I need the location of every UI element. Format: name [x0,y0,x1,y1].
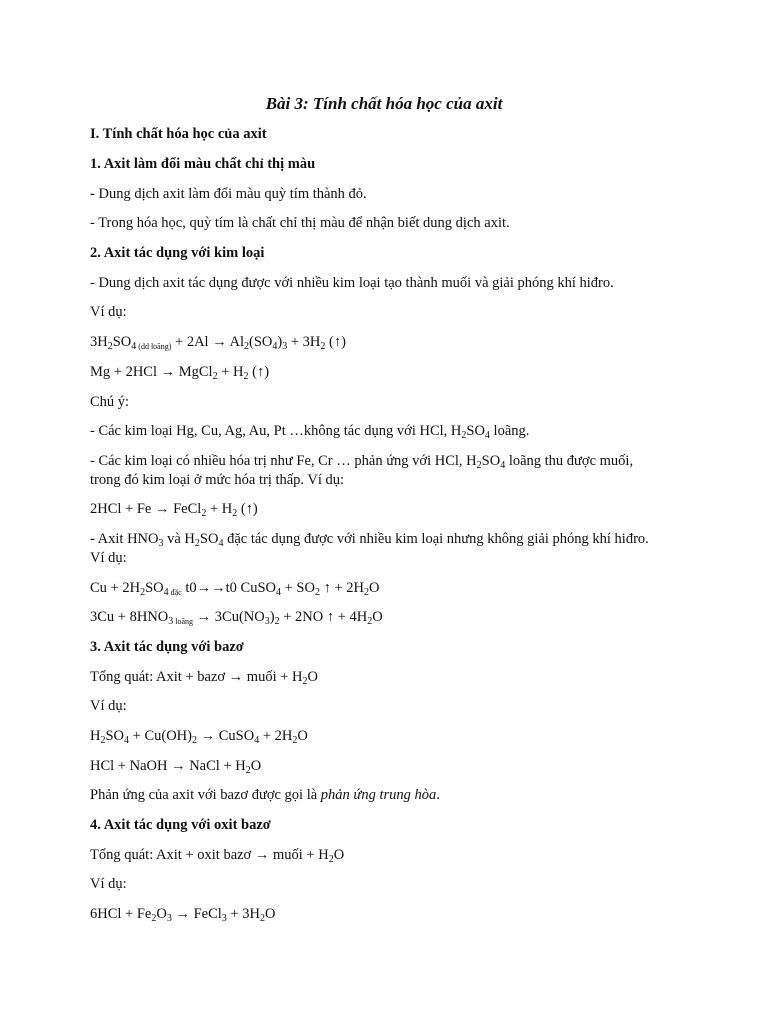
equation-hcl-naoh: HCl + NaOH → NaCl + $H_2O$ [90,758,262,776]
example-label-4: Ví dụ: [90,876,127,892]
page-title: Bài 3: Tính chất hóa học của axit [265,94,503,113]
subsection-heading-4: 4. Axit tác dụng với oxit bazơ [90,817,271,833]
note-label: Chú ý: [90,394,130,410]
equation-mg-hcl: Mg + 2HCl → MgCl$_2$ + $H_2$ (↑) [90,364,270,382]
note-multivalent-metals: - Các kim loại có nhiều hóa trị như Fe, Cr … phản ứng với HCl, $H_2SO_4$ loãng thu được muối, [90,453,634,471]
subsection-heading-2: 2. Axit tác dụng với kim loại [90,245,265,261]
subsection-heading-1: 1. Axit làm đổi màu chất chỉ thị màu [90,156,316,172]
equation-hcl-fe: 2HCl + Fe → FeCl$_2$ + $H_2$ (↑) [90,501,258,519]
general-acid-basic-oxide: Tổng quát: Axit + oxit bazơ → muối + $H_2O$ [90,847,345,865]
note-oxidizing-acids: - Axit $HNO_3$ và $H_2SO_4$ đặc tác dụng được với nhiều kim loại nhưng không giải phóng khí hiđro. [90,531,649,549]
equation-h2so4-cuoh2: $H_2SO_4 + Cu(OH)_2$ → CuSO$_4$ + $2H_2O$ [90,728,308,746]
example-label: Ví dụ: [90,304,127,320]
note-unreactive-metals: - Các kim loại Hg, Cu, Ag, Au, Pt …không tác dụng với HCl, $H_2SO_4$ loãng. [90,423,530,441]
paragraph-acid-metal: - Dung dịch axit tác dụng được với nhiều kim loại tạo thành muối và giải phóng khí hiđro. [90,275,614,291]
example-label-2: Ví dụ: [90,550,127,566]
equation-hcl-fe2o3: $6HCl + Fe_2O_3$ → FeCl$_3$ + $3H_2O$ [90,906,276,924]
equation-cu-h2so4: $Cu + 2H_2SO_4$ $_{đặc}$ t0→→t0 CuSO$_4$ + $SO_2$ ↑ + $2H_2O$ [90,580,380,598]
example-label-3: Ví dụ: [90,698,127,714]
section-heading-1: I. Tính chất hóa học của axit [90,126,267,142]
note-neutralization: Phản ứng của axit với bazơ được gọi là phản ứng trung hòa. [90,787,440,803]
note-multivalent-metals-continued: trong đó kim loại ở mức hóa trị thấp. Ví dụ: [90,472,345,488]
paragraph-litmus-indicator: - Trong hóa học, quỳ tím là chất chỉ thị màu để nhận biết dung dịch axit. [90,215,510,231]
paragraph-litmus-color-change: - Dung dịch axit làm đổi màu quỳ tím thành đỏ. [90,186,367,202]
subsection-heading-3: 3. Axit tác dụng với bazơ [90,639,244,655]
equation-cu-hno3: $3Cu + 8HNO_3$ $_{loãng} \to 3Cu(NO_3)_2 + 2NO$ ↑ + $4H_2O$ [90,609,383,627]
equation-h2so4-al: $3H_2SO_4$ $_{(dd loãng)} + 2Al \to Al_2(SO_4)_3 + 3H_2$ (↑) [90,334,346,352]
general-acid-base: Tổng quát: Axit + bazơ → muối + $H_2O$ [90,669,318,687]
